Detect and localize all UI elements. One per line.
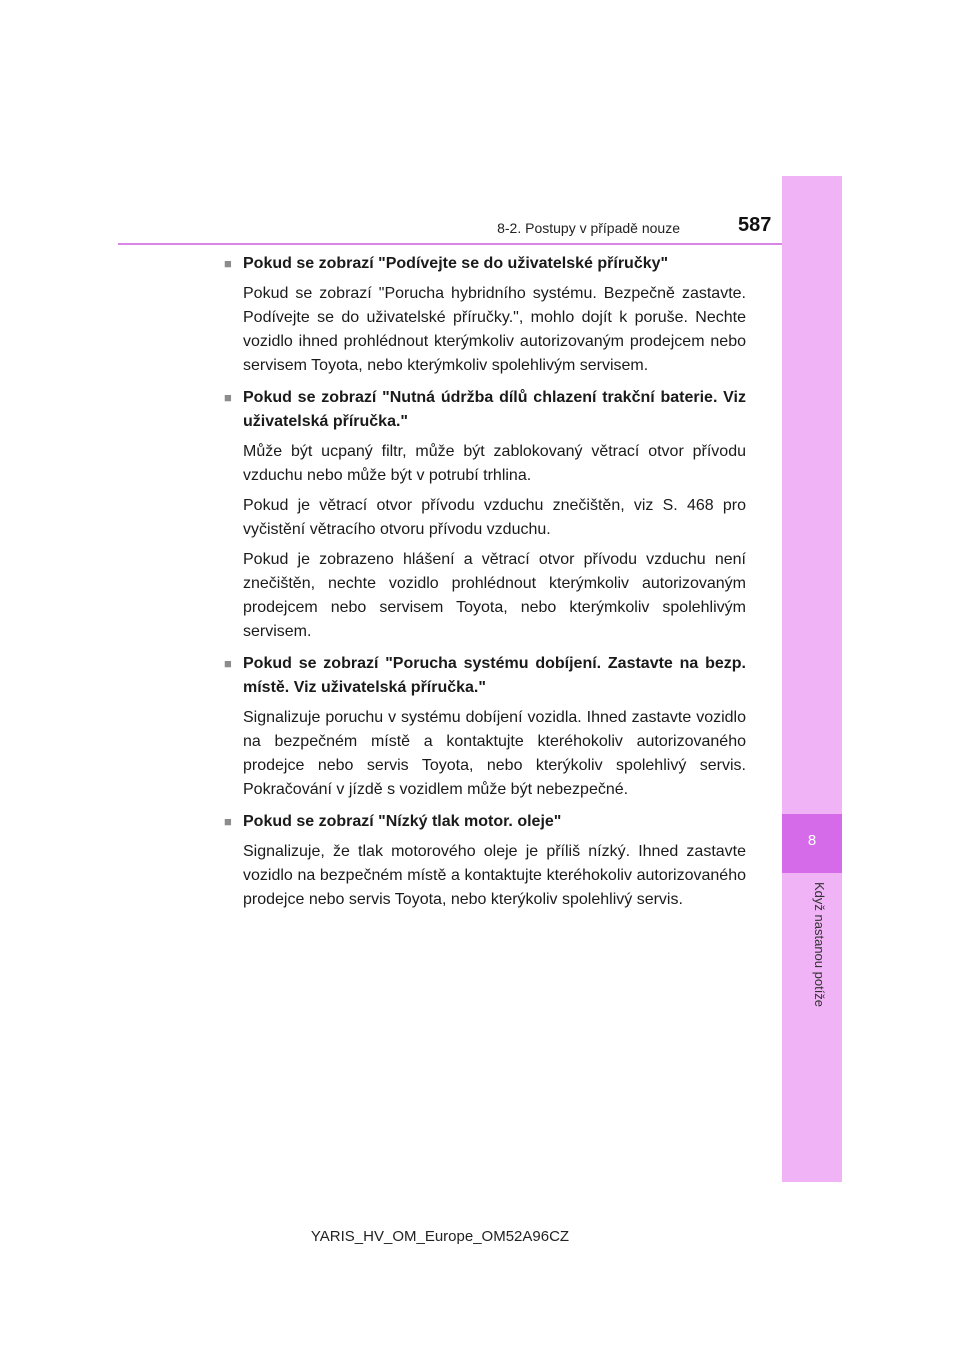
item-heading-text: Pokud se zobrazí "Porucha systému dobíjení. Zastavte na bezp. místě. Viz uživatelská příručka." (243, 655, 746, 696)
square-bullet-icon: ■ (224, 814, 232, 829)
chapter-side-tab (782, 176, 842, 1182)
message-item (224, 252, 746, 378)
message-item (224, 386, 746, 644)
item-heading (224, 652, 746, 700)
item-paragraph: Signalizuje poruchu v systému dobíjení vozidla. Ihned zastavte vozidlo na bezpečném místě a kontaktujte kteréhokoliv autorizovaného prodejce nebo servis Toyota, nebo kterýkoliv spolehlivý servis. Pokračování v jízdě s vozidlem může být nebezpečné. (243, 709, 746, 798)
message-item (224, 652, 746, 802)
chapter-number: 8 (807, 832, 817, 849)
item-paragraph: Pokud je větrací otvor přívodu vzduchu znečištěn, viz S. 468 pro vyčistění větracího otvoru přívodu vzduchu. (243, 497, 746, 538)
chapter-number-box (782, 814, 842, 873)
chapter-label: Když nastanou potíže (812, 882, 827, 1008)
header-rule (118, 243, 785, 245)
document-code: YARIS_HV_OM_Europe_OM52A96CZ (310, 1228, 570, 1245)
square-bullet-icon: ■ (224, 656, 232, 671)
item-heading (224, 252, 746, 276)
item-paragraph: Může být ucpaný filtr, může být zablokovaný větrací otvor přívodu vzduchu nebo může být v potrubí trhlina. (243, 443, 746, 484)
square-bullet-icon: ■ (224, 256, 232, 271)
item-heading (224, 810, 746, 834)
message-item (224, 810, 746, 912)
section-title: 8-2. Postupy v případě nouze (497, 220, 680, 236)
item-heading-text: Pokud se zobrazí "Nízký tlak motor. oleje" (243, 813, 562, 830)
item-heading-text: Pokud se zobrazí "Podívejte se do uživatelské příručky" (243, 255, 669, 272)
item-paragraph: Pokud je zobrazeno hlášení a větrací otvor přívodu vzduchu není znečištěn, nechte vozidlo prohlédnout kterýmkoliv autorizovaným prodejcem nebo servisem Toyota, nebo kterýmkoliv spolehlivým servisem. (243, 551, 746, 640)
item-heading (224, 386, 746, 434)
item-heading-text: Pokud se zobrazí "Nutná údržba dílů chlazení trakční baterie. Viz uživatelská příručka." (243, 389, 746, 430)
page-number: 587 (738, 214, 772, 236)
item-paragraph: Signalizuje, že tlak motorového oleje je příliš nízký. Ihned zastavte vozidlo na bezpečném místě a kontaktujte kteréhokoliv autorizovaného prodejce nebo servis Toyota, nebo kterýkoliv spolehlivý servis. (243, 843, 746, 908)
item-paragraph: Pokud se zobrazí "Porucha hybridního systému. Bezpečně zastavte. Podívejte se do uživatelské příručky.", mohlo dojít k poruše. Nechte vozidlo ihned prohlédnout kterýmkoliv autorizovaným prodejcem nebo servisem Toyota, nebo kterýmkoliv spolehlivým servisem. (243, 285, 746, 374)
square-bullet-icon: ■ (224, 390, 232, 405)
page-content (224, 252, 746, 918)
